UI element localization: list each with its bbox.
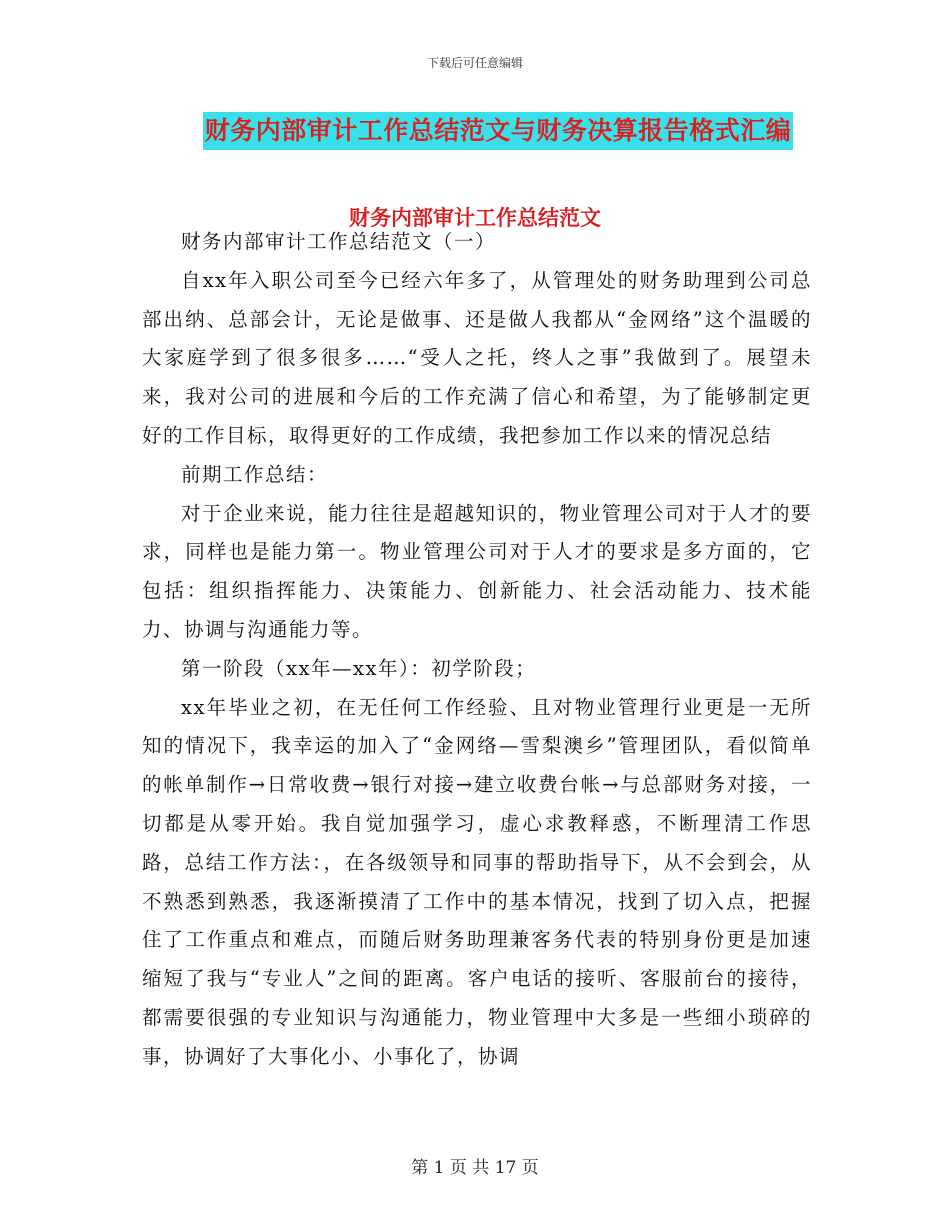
document-title-wrap [0, 112, 950, 150]
document-title: 财务内部审计工作总结范文与财务决算报告格式汇编 [203, 112, 794, 150]
body-text [142, 223, 812, 1077]
header-note: 下载后可任意编辑 [426, 56, 523, 70]
paragraph: xx年毕业之初，在无任何工作经验、且对物业管理行业更是一无所知的情况下，我幸运的加入了“金网络—雪梨澳乡”管理团队，看似简单的帐单制作→日常收费→银行对接→建立收费台帐→与总部财务对接，一切都是从零开始。我自觉加强学习，虚心求教释惑，不断理清工作思路，总结工作方法：，在各级领导和同事的帮助指导下，从不会到会，从不熟悉到熟悉，我逐渐摸清了工作中的基本情况，找到了切入点，把握住了工作重点和难点，而随后财务助理兼客务代表的特别身份更是加速缩短了我与“专业人”之间的距离。客户电话的接听、客服前台的接待，都需要很强的专业知识与沟通能力，物业管理中大多是一些细小琐碎的事，协调好了大事化小、小事化了，协调 [142, 695, 812, 1068]
section-title: 财务内部审计工作总结范文 [349, 206, 601, 230]
paragraph-subtitle: 财务内部审计工作总结范文（一） [181, 230, 497, 253]
page-footer: 第 1 页 共 17 页 [411, 1158, 539, 1178]
paragraph-heading: 前期工作总结： [181, 462, 329, 486]
paragraph: 自xx年入职公司至今已经六年多了，从管理处的财务助理到公司总部出纳、总部会计，无论是做事、还是做人我都从“金网络”这个温暖的大家庭学到了很多很多……“受人之托，终人之事”我做到了。展望未来，我对公司的进展和今后的工作充满了信心和希望，为了能够制定更好的工作目标，取得更好的工作成绩，我把参加工作以来的情况总结 [142, 268, 812, 447]
paragraph: 对于企业来说，能力往往是超越知识的，物业管理公司对于人才的要求，同样也是能力第一。物业管理公司对于人才的要求是多方面的，它包括：组织指挥能力、决策能力、创新能力、社会活动能力、技术能力、协调与沟通能力等。 [142, 501, 812, 641]
paragraph-heading: 第一阶段（xx年—xx年）：初学阶段； [181, 656, 537, 680]
